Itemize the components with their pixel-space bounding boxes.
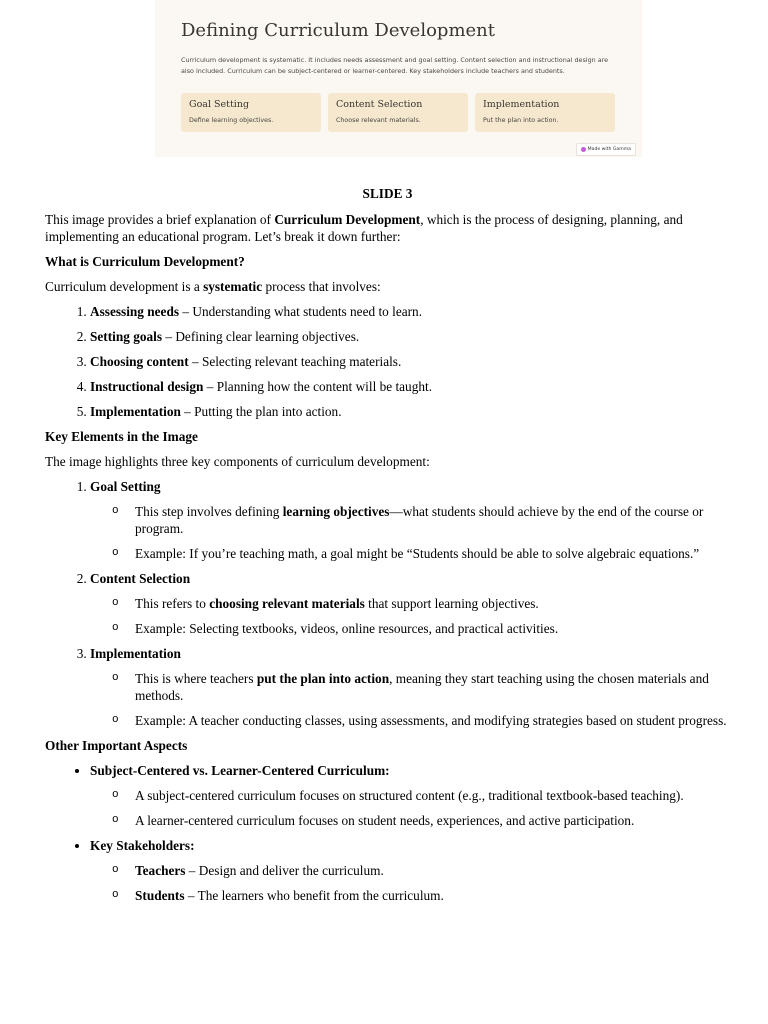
step-term: Choosing content bbox=[90, 354, 189, 369]
sub-text: – The learners who benefit from the curriculum. bbox=[184, 888, 444, 903]
gamma-badge-label: Made with Gamma bbox=[587, 147, 631, 152]
card-content-selection bbox=[328, 93, 468, 132]
intro-bold: Curriculum Development bbox=[274, 212, 421, 227]
list-item bbox=[90, 645, 730, 729]
other-heading: Other Important Aspects bbox=[45, 738, 188, 753]
what-text: Curriculum development is a bbox=[45, 279, 204, 294]
sub-bold: Students bbox=[135, 888, 185, 903]
step-text: – Understanding what students need to learn. bbox=[179, 304, 423, 319]
step-text: – Selecting relevant teaching materials. bbox=[188, 354, 402, 369]
sub-list bbox=[90, 595, 730, 637]
step-term: Implementation bbox=[90, 404, 181, 419]
list-item bbox=[90, 762, 730, 829]
list-item bbox=[90, 378, 730, 395]
sub-text: This step involves defining bbox=[135, 504, 283, 519]
aspect-title: Key Stakeholders: bbox=[90, 838, 195, 853]
card-title: Implementation bbox=[483, 99, 560, 110]
key-heading: Key Elements in the Image bbox=[45, 429, 198, 444]
sub-item: o A learner-centered curriculum focuses on student needs, experiences, and active participation. bbox=[135, 812, 730, 829]
what-heading: What is Curriculum Development? bbox=[45, 254, 245, 269]
list-item bbox=[90, 303, 730, 320]
intro-text: , which is the process of designing, planning, and implementing an educational program. Let’s break it down further: bbox=[45, 212, 683, 244]
element-title: Implementation bbox=[90, 646, 181, 661]
elements-list bbox=[45, 478, 730, 729]
list-item bbox=[90, 570, 730, 637]
sub-item bbox=[135, 670, 730, 704]
sub-list bbox=[90, 787, 730, 829]
sub-bold: Teachers bbox=[135, 863, 186, 878]
sub-list bbox=[90, 862, 730, 904]
card-description: Put the plan into action. bbox=[483, 117, 559, 124]
sub-text: that support learning objectives. bbox=[364, 596, 539, 611]
card-description: Define learning objectives. bbox=[189, 117, 274, 124]
sub-list bbox=[90, 670, 730, 729]
sub-item: o A subject-centered curriculum focuses on structured content (e.g., traditional textbook-based teaching). bbox=[135, 787, 730, 804]
sub-list bbox=[90, 503, 730, 562]
intro-text: This image provides a brief explanation of bbox=[45, 212, 275, 227]
card-title: Content Selection bbox=[336, 99, 423, 110]
gamma-logo-icon bbox=[581, 147, 586, 152]
card-description: Choose relevant materials. bbox=[336, 117, 421, 124]
sub-item bbox=[135, 862, 730, 879]
step-term: Instructional design bbox=[90, 379, 204, 394]
list-item bbox=[90, 837, 730, 904]
element-title: Goal Setting bbox=[90, 479, 161, 494]
step-text: – Defining clear learning objectives. bbox=[162, 329, 360, 344]
sub-item: o Example: If you’re teaching math, a goal might be “Students should be able to solve algebraic equations.” bbox=[135, 545, 730, 562]
sub-text: —what students should achieve by the end of the course or program. bbox=[135, 504, 704, 536]
card-implementation bbox=[475, 93, 615, 132]
list-item bbox=[90, 403, 730, 420]
step-text: – Putting the plan into action. bbox=[180, 404, 342, 419]
aspect-title: Subject-Centered vs. Learner-Centered Curriculum: bbox=[90, 763, 390, 778]
aspects-list bbox=[45, 762, 730, 904]
sub-text: This refers to bbox=[135, 596, 210, 611]
gamma-badge[interactable] bbox=[576, 143, 636, 156]
step-term: Assessing needs bbox=[90, 304, 180, 319]
sub-item bbox=[135, 595, 730, 612]
sub-item: o Example: A teacher conducting classes, using assessments, and modifying strategies based on student progress. bbox=[135, 712, 730, 729]
slide-label: SLIDE 3 bbox=[362, 186, 413, 201]
list-item bbox=[90, 353, 730, 370]
card-title: Goal Setting bbox=[189, 99, 250, 110]
sub-text: – Design and deliver the curriculum. bbox=[185, 863, 384, 878]
document-body bbox=[45, 185, 730, 912]
what-paragraph bbox=[45, 278, 730, 295]
card-goal-setting bbox=[181, 93, 321, 132]
sub-item: o Example: Selecting textbooks, videos, online resources, and practical activities. bbox=[135, 620, 730, 637]
step-term: Setting goals bbox=[90, 329, 163, 344]
sub-item bbox=[135, 503, 730, 537]
sub-item bbox=[135, 887, 730, 904]
slide-description: Curriculum development is systematic. It includes needs assessment and goal setting. Content selection and instructional design are also included. Curriculum can be subject-centered or learner-centered. Key stakeholders include teachers and students. bbox=[181, 56, 609, 75]
list-item bbox=[90, 328, 730, 345]
sub-bold: put the plan into action bbox=[256, 671, 390, 686]
what-text: process that involves: bbox=[262, 279, 381, 294]
intro-paragraph bbox=[45, 211, 730, 245]
slide-image bbox=[155, 0, 642, 157]
steps-list bbox=[45, 303, 730, 420]
step-text: – Planning how the content will be taught. bbox=[203, 379, 433, 394]
slide-cards bbox=[181, 93, 615, 132]
element-title: Content Selection bbox=[90, 571, 191, 586]
what-bold: systematic bbox=[203, 279, 263, 294]
key-intro: The image highlights three key components of curriculum development: bbox=[45, 454, 430, 469]
sub-text: This is where teachers bbox=[135, 671, 257, 686]
sub-bold: choosing relevant materials bbox=[209, 596, 365, 611]
slide-title: Defining Curriculum Development bbox=[181, 20, 495, 41]
sub-text: , meaning they start teaching using the chosen materials and methods. bbox=[135, 671, 709, 703]
list-item bbox=[90, 478, 730, 562]
sub-bold: learning objectives bbox=[282, 504, 390, 519]
